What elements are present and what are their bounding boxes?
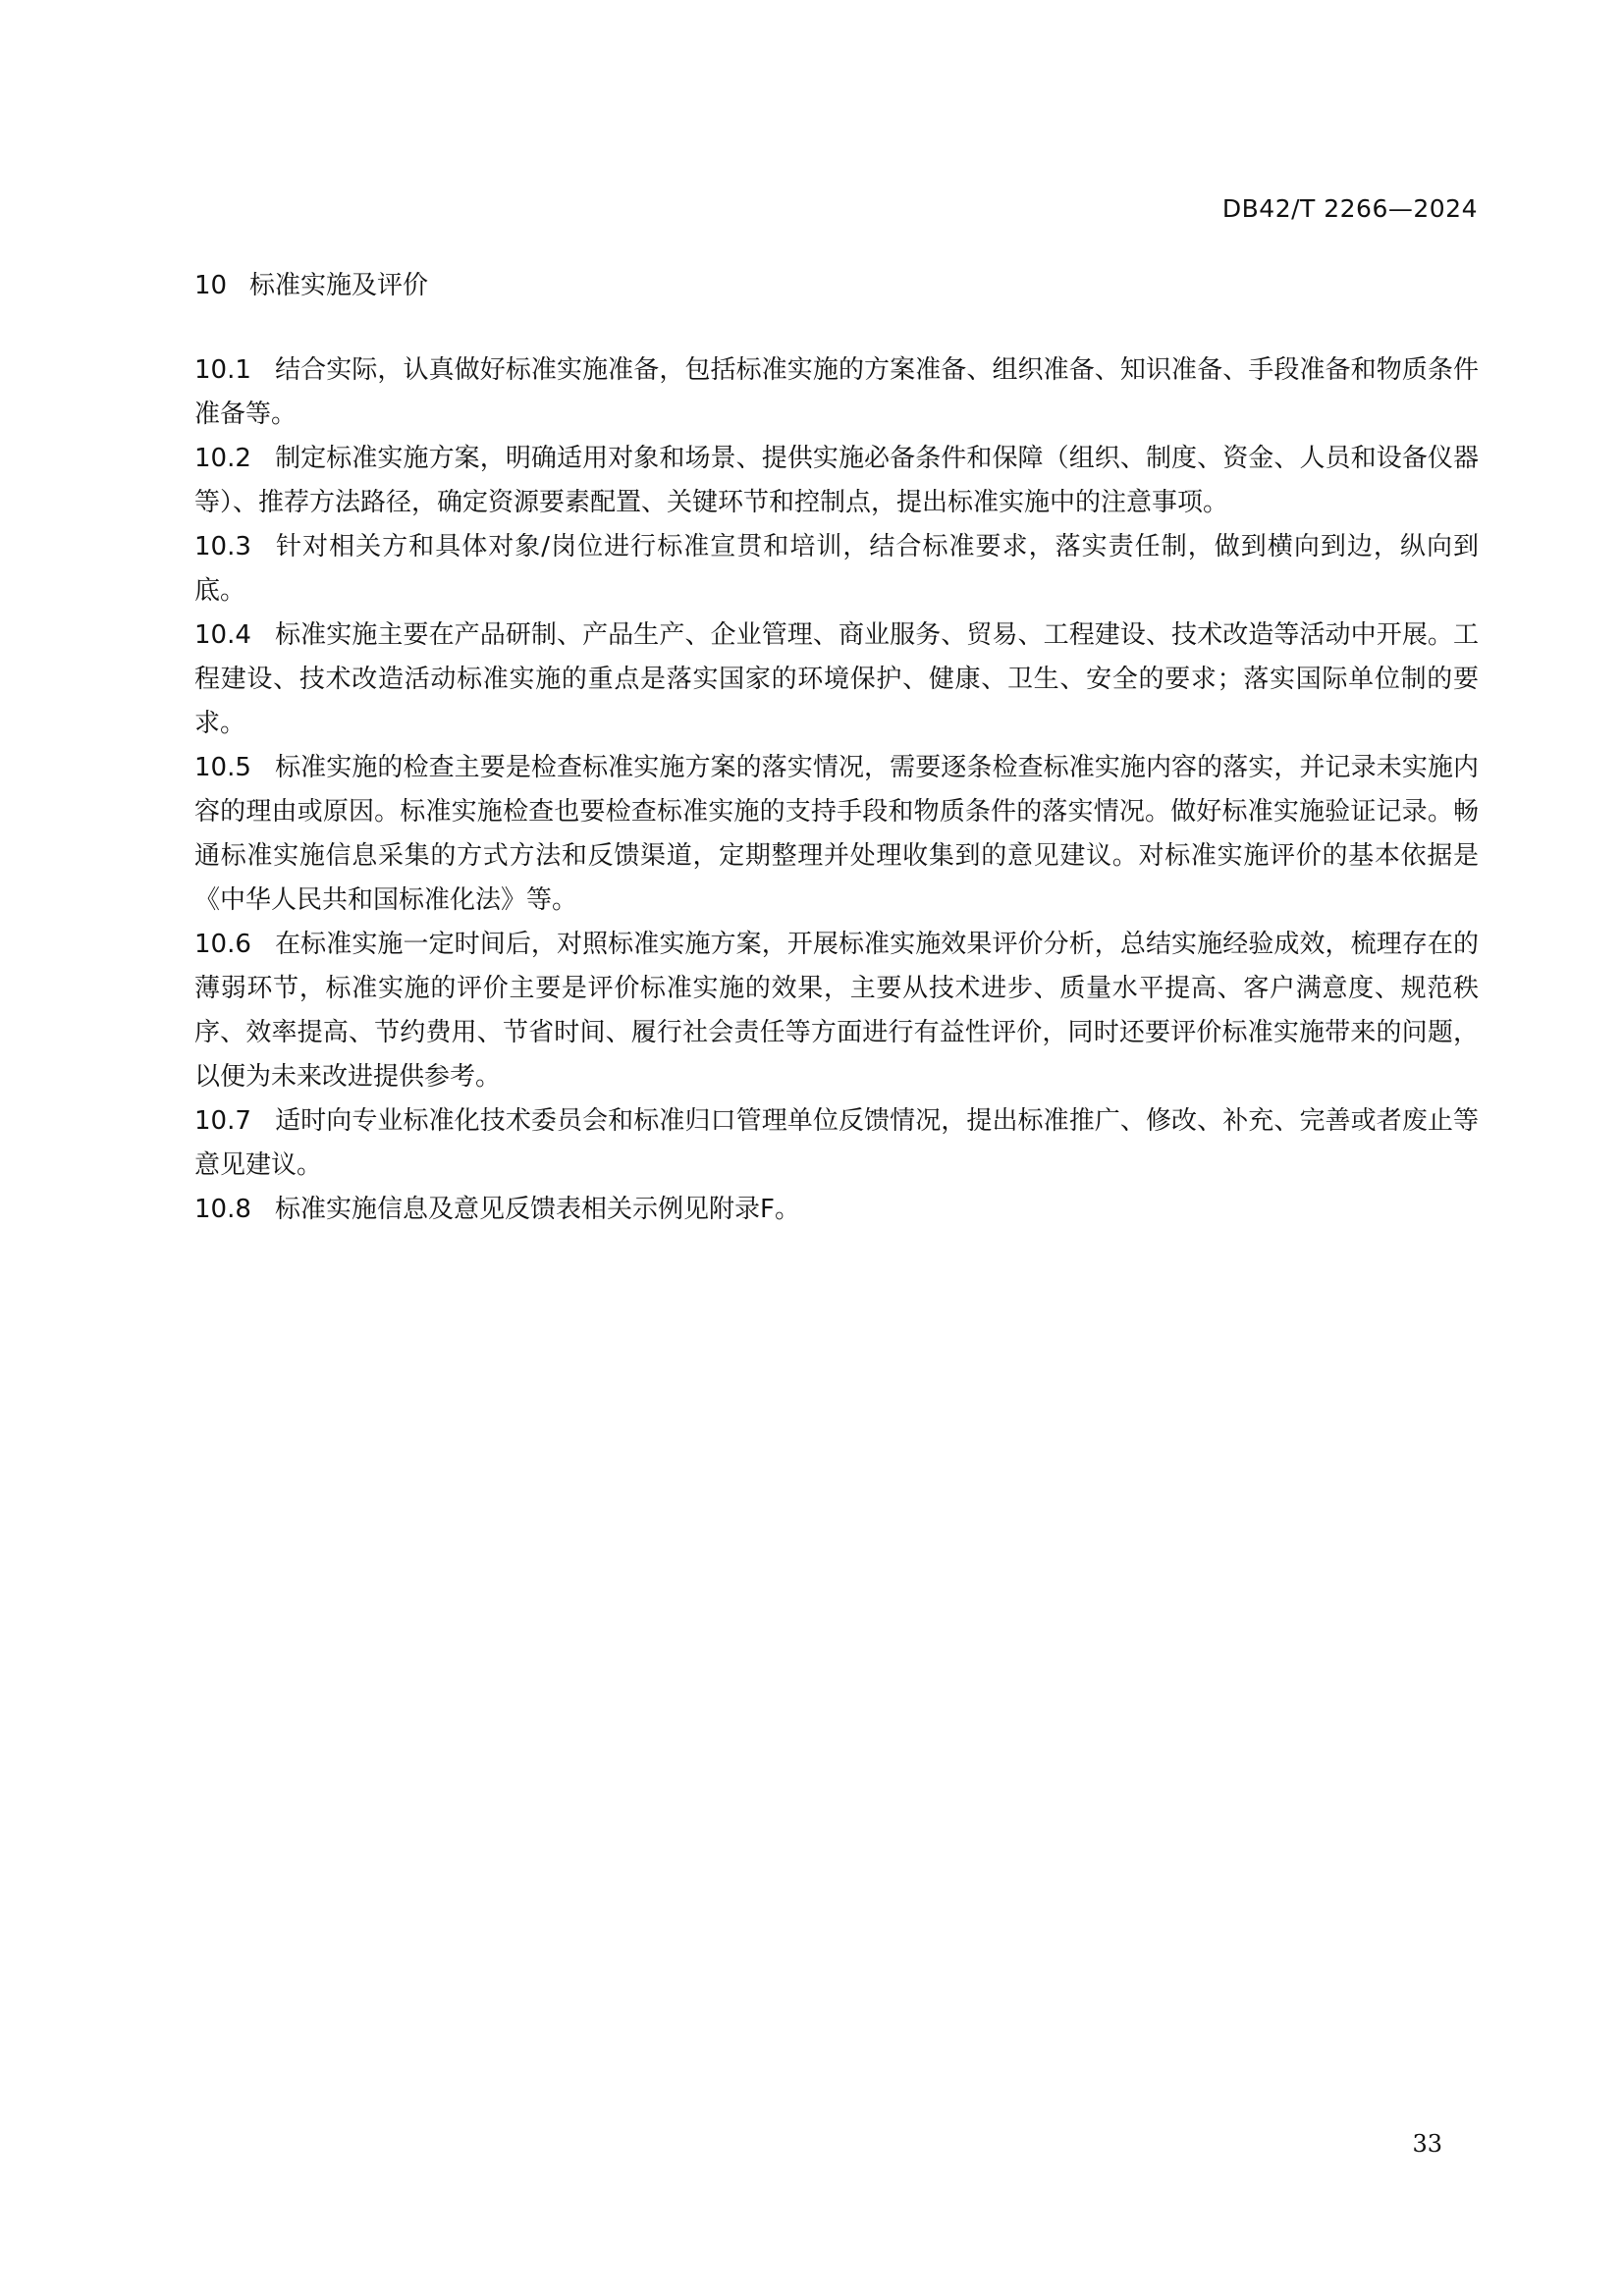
clause-text: 标准实施主要在产品研制、产品生产、企业管理、商业服务、贸易、工程建设、技术改造等活动中开展。工程建设、技术改造活动标准实施的重点是落实国家的环境保护、健康、卫生、安全的要求；落实国际单位制的要求。 (194, 620, 1479, 738)
clause-text: 标准实施信息及意见反馈表相关示例见附录F。 (275, 1195, 800, 1224)
section-number: 10 (194, 271, 228, 300)
clause-10-1 (194, 348, 1479, 437)
section-title: 标准实施及评价 (249, 271, 429, 300)
clause-list (194, 348, 1479, 1232)
clause-number: 10.7 (194, 1106, 251, 1136)
page-number: 33 (1412, 2130, 1442, 2158)
document-code: DB42/T 2266—2024 (1221, 194, 1478, 223)
clause-text: 适时向专业标准化技术委员会和标准归口管理单位反馈情况，提出标准推广、修改、补充、完善或者废止等意见建议。 (194, 1106, 1479, 1180)
clause-text: 针对相关方和具体对象/岗位进行标准宣贯和培训，结合标准要求，落实责任制，做到横向到边，纵向到底。 (194, 532, 1479, 606)
clause-number: 10.2 (194, 444, 251, 473)
clause-10-5 (194, 746, 1479, 923)
clause-text: 制定标准实施方案，明确适用对象和场景、提供实施必备条件和保障（组织、制度、资金、人员和设备仪器等）、推荐方法路径，确定资源要素配置、关键环节和控制点，提出标准实施中的注意事项。 (194, 444, 1479, 517)
clause-text: 在标准实施一定时间后，对照标准实施方案，开展标准实施效果评价分析，总结实施经验成效，梳理存在的薄弱环节，标准实施的评价主要是评价标准实施的效果，主要从技术进步、质量水平提高、客户满意度、规范秩序、效率提高、节约费用、节省时间、履行社会责任等方面进行有益性评价，同时还要评价标准实施带来的问题，以便为未来改进提供参考。 (194, 930, 1479, 1092)
clause-10-3 (194, 525, 1479, 614)
clause-10-6 (194, 923, 1479, 1099)
section-heading (194, 265, 428, 301)
clause-number: 10.4 (194, 620, 251, 650)
clause-10-4 (194, 614, 1479, 746)
clause-number: 10.5 (194, 753, 251, 782)
clause-10-8 (194, 1188, 1479, 1232)
clause-10-2 (194, 437, 1479, 525)
clause-number: 10.1 (194, 355, 251, 385)
clause-number: 10.8 (194, 1195, 251, 1224)
clause-text: 标准实施的检查主要是检查标准实施方案的落实情况，需要逐条检查标准实施内容的落实，并记录未实施内容的理由或原因。标准实施检查也要检查标准实施的支持手段和物质条件的落实情况。做好标准实施验证记录。畅通标准实施信息采集的方式方法和反馈渠道，定期整理并处理收集到的意见建议。对标准实施评价的基本依据是《中华人民共和国标准化法》等。 (194, 753, 1479, 915)
clause-number: 10.3 (194, 532, 251, 561)
clause-text: 结合实际，认真做好标准实施准备，包括标准实施的方案准备、组织准备、知识准备、手段准备和物质条件准备等。 (194, 355, 1479, 429)
clause-number: 10.6 (194, 930, 251, 959)
clause-10-7 (194, 1099, 1479, 1188)
